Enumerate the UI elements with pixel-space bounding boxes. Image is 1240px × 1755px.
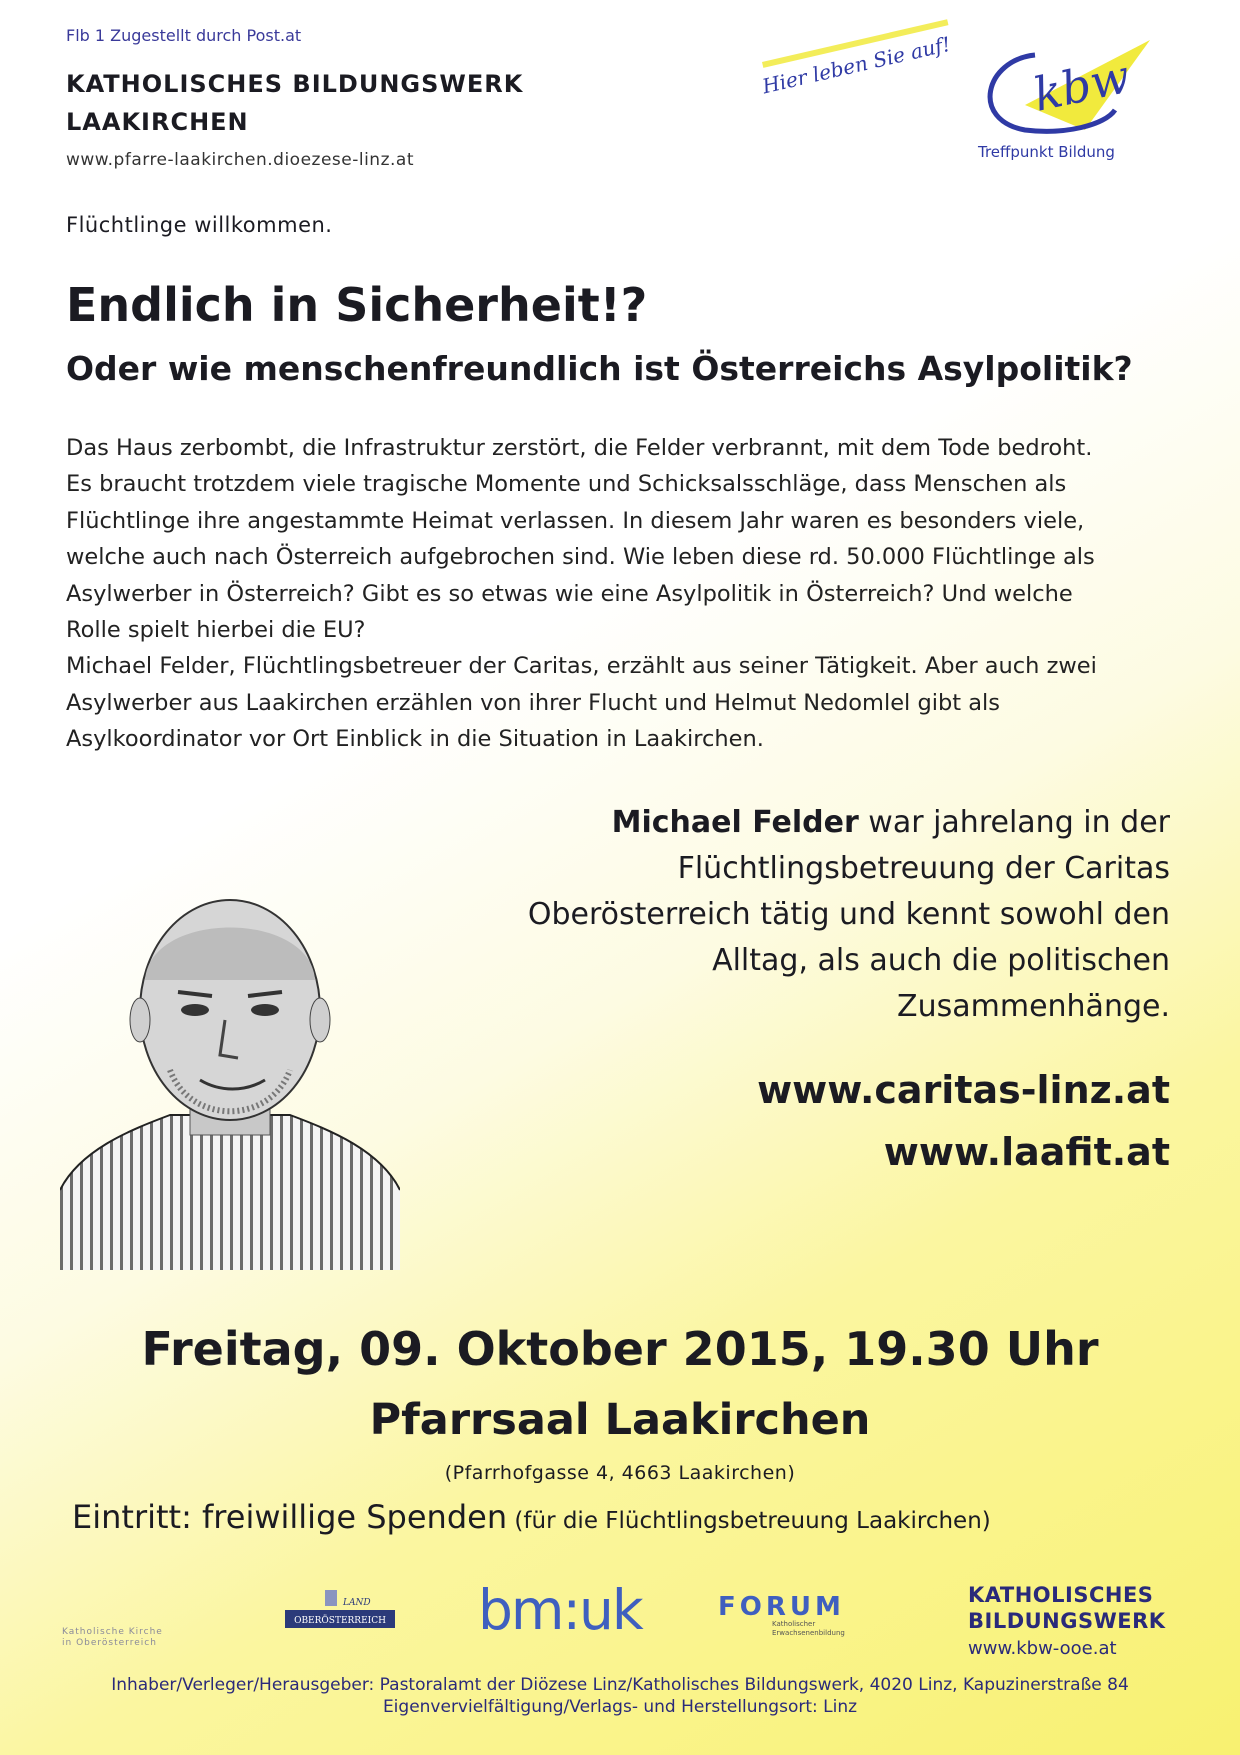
bio-line: Flüchtlingsbetreuung der Caritas <box>677 851 1170 886</box>
bio-line-rest: war jahrelang in der <box>858 805 1170 840</box>
speaker-name: Michael Felder <box>611 805 859 840</box>
forum-sub-line: Katholischer <box>772 1620 816 1628</box>
land-ooe-logo-icon <box>285 1588 395 1630</box>
event-venue: Pfarrsaal Laakirchen <box>369 1395 871 1445</box>
postal-note: Flb 1 Zugestellt durch Post.at <box>66 26 302 45</box>
page-subtitle: Oder wie menschenfreundlich ist Österreichs Asylpolitik? <box>66 349 1133 388</box>
bio-line <box>450 800 1170 846</box>
org-url[interactable]: www.pfarre-laakirchen.dioezese-linz.at <box>66 150 414 170</box>
forum-subtitle <box>772 1620 845 1638</box>
intro-line: Michael Felder, Flüchtlingsbetreuer der Caritas, erzählt aus seiner Tätigkeit. Aber auch zwei <box>66 653 1097 680</box>
imprint-line2: Eigenvervielfältigung/Verlags- und Herstellungsort: Linz <box>382 1697 858 1717</box>
intro-line: Flüchtlinge ihre angestammte Heimat verlassen. In diesem Jahr waren es besonders viele, <box>66 507 1085 534</box>
imprint-line1: Inhaber/Verleger/Herausgeber: Pastoralamt der Diözese Linz/Katholisches Bildungswerk, 4020 Linz, Kapuzinerstraße 84 <box>111 1675 1129 1695</box>
org-name-line2: LAAKIRCHEN <box>66 108 249 136</box>
intro-line: Asylkoordinator vor Ort Einblick in die Situation in Laakirchen. <box>66 726 764 753</box>
kbw-footer-name1: KATHOLISCHES <box>968 1583 1154 1607</box>
logo-caption: Treffpunkt Bildung <box>978 143 1115 161</box>
kbw-footer-name2: BILDUNGSWERK <box>968 1609 1166 1633</box>
laafit-link[interactable]: www.laafit.at <box>883 1130 1170 1174</box>
org-name-line1: KATHOLISCHES BILDUNGSWERK <box>66 70 524 98</box>
land-logo-top: LAND <box>343 1598 371 1608</box>
caritas-link[interactable]: www.caritas-linz.at <box>757 1068 1170 1112</box>
intro-line: Rolle spielt hierbei die EU? <box>66 617 366 644</box>
entry-note: (für die Flüchtlingsbetreuung Laakirchen) <box>507 1508 991 1534</box>
kbw-logo-icon <box>965 35 1155 145</box>
bio-line: Alltag, als auch die politischen <box>712 943 1170 978</box>
land-logo-bottom: OBERÖSTERREICH <box>294 1616 386 1626</box>
intro-line: Das Haus zerbombt, die Infrastruktur zerstört, die Felder verbrannt, mit dem Tode bedroht. <box>66 435 1093 461</box>
event-address: (Pfarrhofgasse 4, 4663 Laakirchen) <box>444 1462 796 1484</box>
intro-line: Asylwerber aus Laakirchen erzählen von ihrer Flucht und Helmut Nedomlel gibt als <box>66 689 1000 716</box>
kirche-logo: Katholische Kirche in Oberösterreich <box>62 1627 163 1648</box>
speaker-portrait <box>60 860 400 1270</box>
intro-text <box>66 430 1176 758</box>
bio-line: Zusammenhänge. <box>897 989 1170 1024</box>
event-entry <box>72 1498 991 1536</box>
slogan: Hier leben Sie auf! <box>760 31 953 99</box>
bio-line: Oberösterreich tätig und kennt sowohl den <box>527 897 1170 932</box>
kbw-logo-text: kbw <box>1028 48 1135 122</box>
entry-label: Eintritt: freiwillige Spenden <box>72 1498 508 1536</box>
forum-logo: FORUM <box>718 1592 845 1622</box>
speaker-bio <box>450 800 1170 1030</box>
kicker: Flüchtlinge willkommen. <box>66 213 333 237</box>
forum-sub-line: Erwachsenenbildung <box>772 1629 845 1637</box>
event-date: Freitag, 09. Oktober 2015, 19.30 Uhr <box>141 1322 1099 1376</box>
intro-line: Es braucht trotzdem viele tragische Momente und Schicksalsschläge, dass Menschen als <box>66 471 1067 498</box>
bmuk-logo: bm:uk <box>478 1578 642 1642</box>
kbw-footer-url[interactable]: www.kbw-ooe.at <box>968 1638 1117 1659</box>
page-title: Endlich in Sicherheit!? <box>66 278 648 332</box>
intro-line: Asylwerber in Österreich? Gibt es so etwas wie eine Asylpolitik in Österreich? Und welche <box>66 580 1073 607</box>
intro-line: welche auch nach Österreich aufgebrochen sind. Wie leben diese rd. 50.000 Flüchtlinge als <box>66 544 1095 571</box>
